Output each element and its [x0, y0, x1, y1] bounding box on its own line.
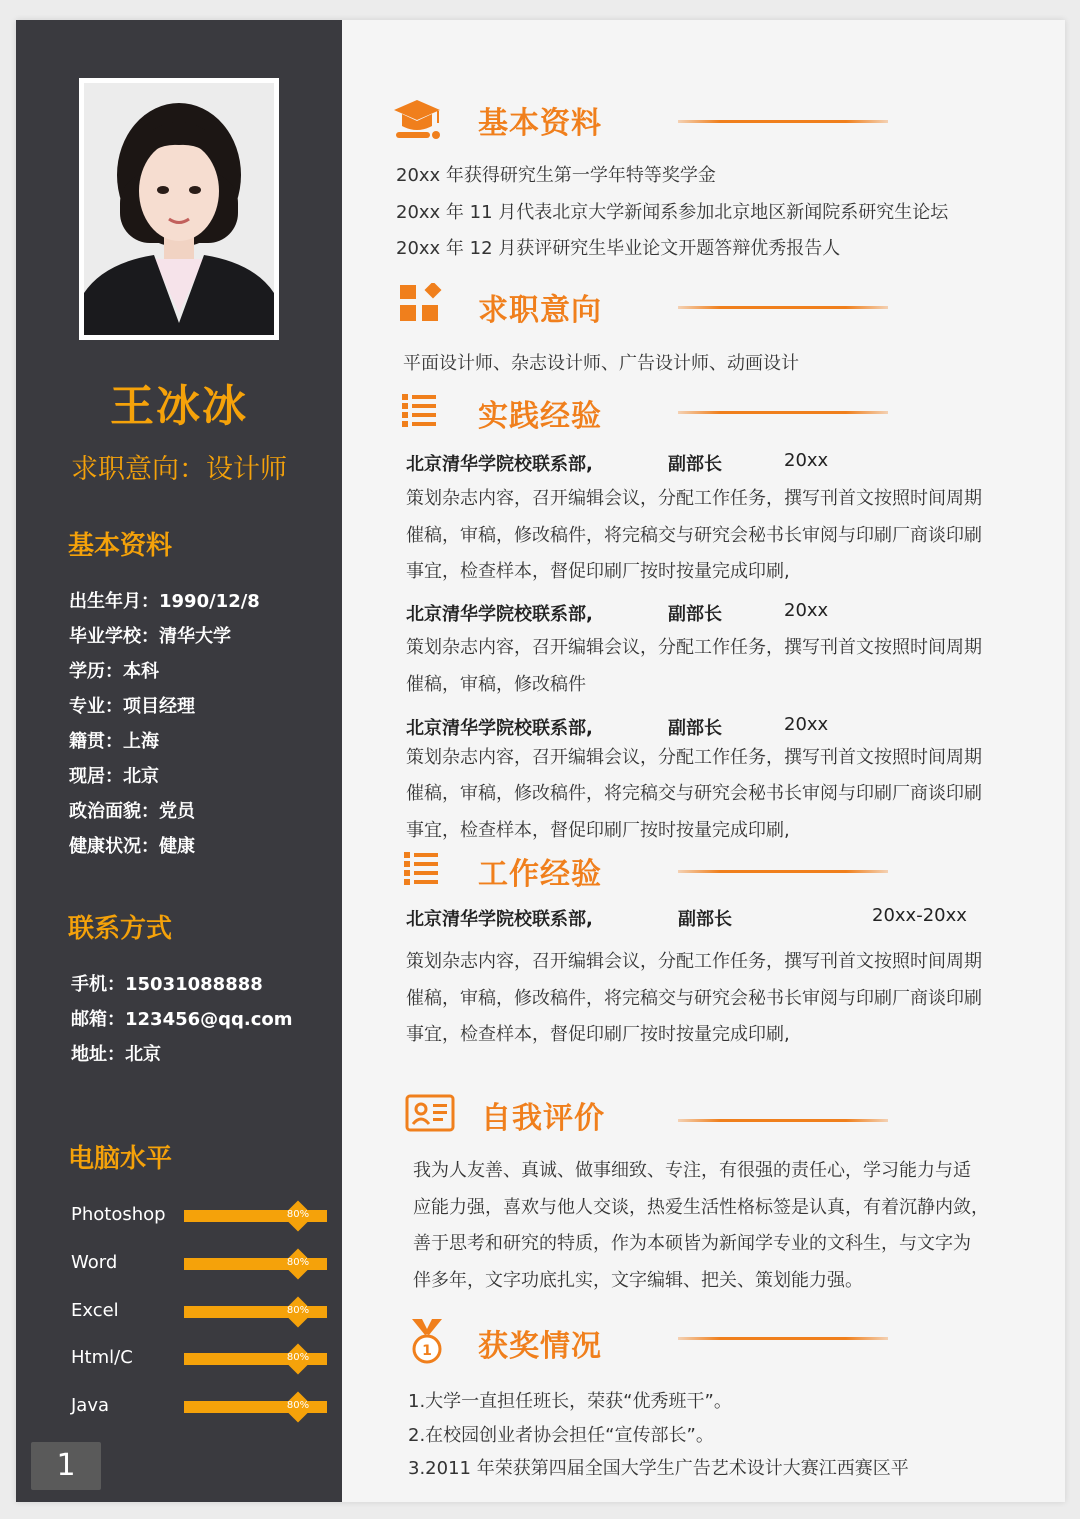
- sidebar-skills-heading: 电脑水平: [68, 1144, 173, 1174]
- basic-item-residence: 现居：北京: [69, 766, 159, 787]
- self-eval-line: 善于思考和研究的特质，作为本硕皆为新闻学专业的文科生，与文字为: [413, 1233, 971, 1254]
- candidate-name: 王冰冰: [110, 381, 248, 432]
- medal-icon: [408, 1317, 446, 1367]
- section-title-basic: 基本资料: [478, 106, 602, 141]
- contact-email: 邮箱：123456@qq.com: [71, 1009, 293, 1030]
- skill-label: Html/C: [71, 1347, 133, 1368]
- practice-line: 事宜，检查样本，督促印刷厂按时按量完成印刷,: [406, 561, 790, 582]
- skill-percent: 80%: [286, 1352, 310, 1363]
- work-role: 副部长: [678, 909, 732, 930]
- intent-text: 平面设计师、杂志设计师、广告设计师、动画设计: [403, 353, 799, 374]
- section-title-awards: 获奖情况: [478, 1329, 602, 1364]
- page-number: 1: [31, 1442, 101, 1490]
- skill-label: Photoshop: [71, 1204, 166, 1225]
- list-icon: [402, 392, 438, 428]
- practice-date: 20xx: [784, 714, 829, 735]
- practice-date: 20xx: [784, 450, 829, 471]
- id-card-icon: [405, 1094, 455, 1132]
- basic-item-degree: 学历：本科: [69, 661, 159, 682]
- skill-label: Java: [71, 1395, 110, 1416]
- section-title-intent: 求职意向: [478, 293, 602, 328]
- section-title-work: 工作经验: [478, 857, 602, 892]
- basic-item-birth: 出生年月：1990/12/8: [69, 591, 260, 612]
- profile-photo: [84, 83, 274, 335]
- practice-line: 事宜，检查样本，督促印刷厂按时按量完成印刷,: [406, 820, 790, 841]
- section-divider: [678, 306, 888, 309]
- skill-percent: 80%: [286, 1305, 310, 1316]
- skill-percent: 80%: [286, 1400, 310, 1411]
- skill-bar: [184, 1401, 327, 1413]
- award-line: 3.2011 年荣获第四届全国大学生广告艺术设计大赛江西赛区平: [408, 1458, 909, 1479]
- contact-phone: 手机：15031088888: [71, 974, 263, 995]
- basic-item-hometown: 籍贯：上海: [69, 731, 159, 752]
- practice-org: 北京清华学院校联系部,: [406, 454, 593, 475]
- basic-line: 20xx 年 11 月代表北京大学新闻系参加北京地区新闻院系研究生论坛: [396, 202, 949, 223]
- practice-line: 策划杂志内容，召开编辑会议，分配工作任务，撰写刊首文按照时间周期: [406, 637, 982, 658]
- graduation-cap-icon: [390, 96, 444, 140]
- section-divider: [678, 120, 888, 123]
- section-divider: [678, 870, 888, 873]
- self-eval-line: 我为人友善、真诚、做事细致、专注，有很强的责任心，学习能力与适: [413, 1160, 971, 1181]
- skill-bar: [184, 1306, 327, 1318]
- basic-line: 20xx 年 12 月获评研究生毕业论文开题答辩优秀报告人: [396, 238, 841, 259]
- work-line: 催稿，审稿，修改稿件，将完稿交与研究会秘书长审阅与印刷厂商谈印刷: [406, 988, 982, 1009]
- list-icon: [404, 850, 440, 886]
- skill-label: Word: [71, 1252, 118, 1273]
- practice-line: 策划杂志内容，召开编辑会议，分配工作任务，撰写刊首文按照时间周期: [406, 488, 982, 509]
- section-divider: [678, 1337, 888, 1340]
- work-line: 事宜，检查样本，督促印刷厂按时按量完成印刷,: [406, 1024, 790, 1045]
- practice-org: 北京清华学院校联系部,: [406, 718, 593, 739]
- practice-line: 催稿，审稿，修改稿件: [406, 674, 586, 695]
- award-line: 2.在校园创业者协会担任“宣传部长”。: [408, 1425, 714, 1446]
- skill-percent: 80%: [286, 1257, 310, 1268]
- practice-line: 策划杂志内容，召开编辑会议，分配工作任务，撰写刊首文按照时间周期: [406, 747, 982, 768]
- self-eval-line: 伴多年，文字功底扎实，文字编辑、把关、策划能力强。: [413, 1270, 863, 1291]
- section-title-practice: 实践经验: [478, 399, 602, 434]
- basic-item-political: 政治面貌：党员: [69, 801, 195, 822]
- sidebar-contact-heading: 联系方式: [68, 914, 173, 944]
- skill-bar: [184, 1210, 327, 1222]
- practice-role: 副部长: [668, 454, 722, 475]
- skill-percent: 80%: [286, 1209, 310, 1220]
- award-line: 1.大学一直担任班长，荣获“优秀班干”。: [408, 1391, 732, 1412]
- job-intent: 求职意向：设计师: [71, 454, 287, 485]
- practice-line: 催稿，审稿，修改稿件，将完稿交与研究会秘书长审阅与印刷厂商谈印刷: [406, 525, 982, 546]
- basic-line: 20xx 年获得研究生第一学年特等奖学金: [396, 165, 716, 186]
- work-line: 策划杂志内容，召开编辑会议，分配工作任务，撰写刊首文按照时间周期: [406, 951, 982, 972]
- basic-item-health: 健康状况：健康: [69, 836, 195, 857]
- sidebar-basic-heading: 基本资料: [68, 531, 173, 561]
- basic-item-major: 专业：项目经理: [69, 696, 195, 717]
- practice-role: 副部长: [668, 718, 722, 739]
- section-divider: [678, 1119, 888, 1122]
- section-divider: [678, 411, 888, 414]
- grid-blocks-icon: [400, 283, 442, 323]
- work-org: 北京清华学院校联系部,: [406, 909, 593, 930]
- self-eval-line: 应能力强，喜欢与他人交谈，热爱生活性格标签是认真，有着沉静内敛，: [413, 1197, 989, 1218]
- work-date: 20xx-20xx: [872, 905, 967, 926]
- basic-item-school: 毕业学校：清华大学: [69, 626, 231, 647]
- section-title-self-eval: 自我评价: [481, 1101, 605, 1136]
- contact-address: 地址：北京: [71, 1044, 161, 1065]
- skill-bar: [184, 1258, 327, 1270]
- practice-date: 20xx: [784, 600, 829, 621]
- photo-frame: [79, 78, 279, 340]
- resume-page: [16, 20, 1065, 1502]
- sidebar: [16, 20, 342, 1502]
- practice-line: 催稿，审稿，修改稿件，将完稿交与研究会秘书长审阅与印刷厂商谈印刷: [406, 783, 982, 804]
- skill-bar: [184, 1353, 327, 1365]
- svg-text:1: 1: [422, 1343, 432, 1359]
- practice-org: 北京清华学院校联系部,: [406, 604, 593, 625]
- skill-label: Excel: [71, 1300, 119, 1321]
- practice-role: 副部长: [668, 604, 722, 625]
